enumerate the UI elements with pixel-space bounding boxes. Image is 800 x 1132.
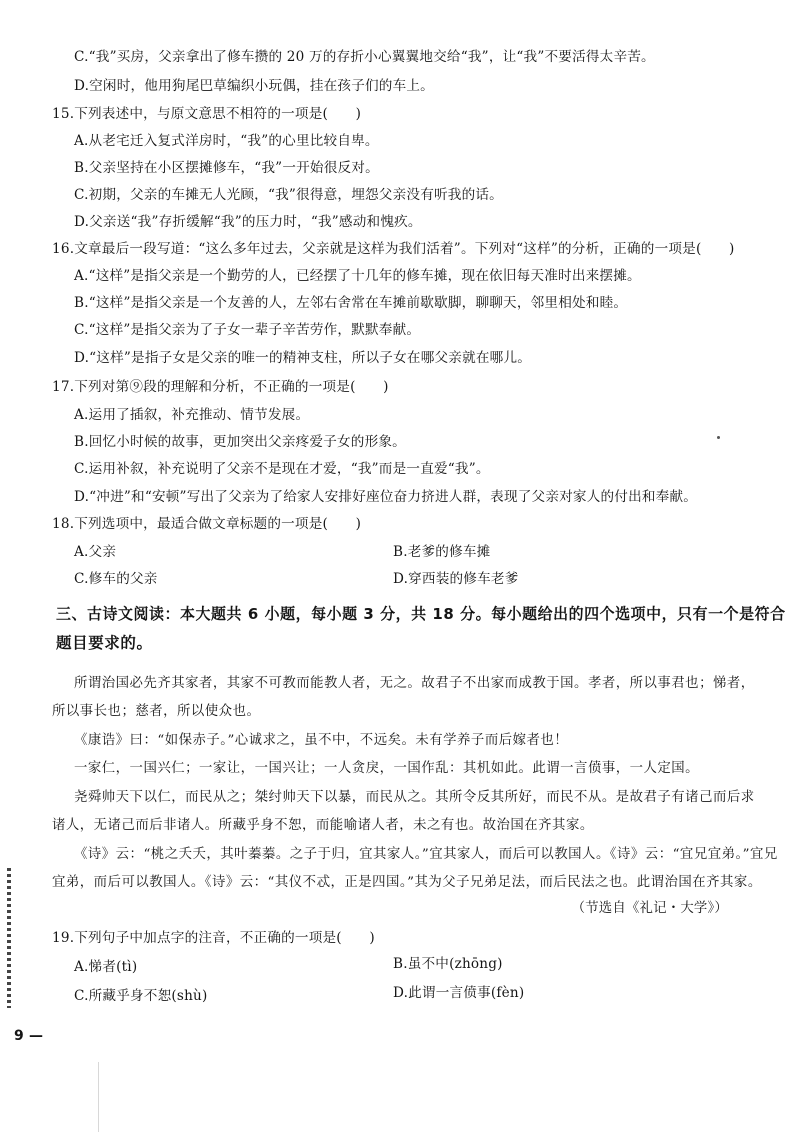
q18-option-c: C.修车的父亲 <box>74 571 158 587</box>
q18-option-a: A.父亲 <box>74 544 117 560</box>
q15-option-c: C.初期，父亲的车摊无人光顾，“我”很得意，埋怨父亲没有听我的话。 <box>74 187 503 203</box>
question-18: 18.下列选项中，最适合做文章标题的一项是( ) <box>52 516 362 532</box>
q16-option-a: A.“这样”是指父亲是一个勤劳的人，已经摆了十几年的修车摊，现在依旧每天准时出来摆摊。 <box>74 268 641 284</box>
passage-para-4: 尧舜帅天下以仁，而民从之；桀纣帅天下以暴，而民从之。其所令反其所好，而民不从。是故君子有诸己而后求 <box>74 790 755 805</box>
q14-option-c: C.“我”买房，父亲拿出了修车攒的 20 万的存折小心翼翼地交给“我”，让“我”不要活得太辛苦。 <box>74 49 655 65</box>
q19-option-b: B.虽不中(zhōng) <box>393 956 503 972</box>
q17-option-a: A.运用了插叙，补充推动、情节发展。 <box>74 407 310 423</box>
passage-para-1-cont: 所以事长也；慈者，所以使众也。 <box>52 704 261 719</box>
q16-option-d: D.“这样”是指子女是父亲的唯一的精神支柱，所以子女在哪父亲就在哪儿。 <box>74 350 532 366</box>
passage-source: （节选自《礼记・大学》） <box>571 901 728 916</box>
q18-option-d: D.穿西装的修车老爹 <box>393 571 519 587</box>
q16-option-c: C.“这样”是指父亲为了子女一辈子辛苦劳作，默默奉献。 <box>74 322 421 338</box>
passage-para-5-cont: 宜弟，而后可以教国人。《诗》云：“其仪不忒，正是四国。”其为父子兄弟足法，而后民法之也。此谓治国在齐其家。 <box>52 875 762 890</box>
q15-option-a: A.从老宅迁入复式洋房时，“我”的心里比较自卑。 <box>74 133 379 149</box>
q19-option-a: A.悌者(tì) <box>74 959 138 975</box>
page-number: 9 — <box>14 1028 44 1044</box>
q19-option-c: C.所藏乎身不恕(shù) <box>74 988 208 1004</box>
q14-option-d: D.空闲时，他用狗尾巴草编织小玩偶，挂在孩子们的车上。 <box>74 78 434 94</box>
q18-option-b: B.老爹的修车摊 <box>393 544 491 560</box>
question-19: 19.下列句子中加点字的注音，不正确的一项是( ) <box>52 930 375 946</box>
q17-option-b: B.回忆小时候的故事，更加突出父亲疼爱子女的形象。 <box>74 434 406 450</box>
q19-option-d: D.此谓一言偾事(fèn) <box>393 985 525 1001</box>
section-3-heading-cont: 题目要求的。 <box>56 634 153 652</box>
q16-option-b: B.“这样”是指父亲是一个友善的人，左邻右舍常在车摊前歇歇脚，聊聊天，邻里相处和睦。 <box>74 295 628 311</box>
question-17: 17.下列对第⑨段的理解和分析，不正确的一项是( ) <box>52 379 389 395</box>
scan-speck <box>717 436 720 439</box>
passage-para-1: 所谓治国必先齐其家者，其家不可教而能教人者，无之。故君子不出家而成教于国。孝者，所以事君也；悌者， <box>74 676 755 691</box>
section-3-heading: 三、古诗文阅读：本大题共 6 小题，每小题 3 分，共 18 分。每小题给出的四个选项中，只有一个是符合 <box>56 605 786 623</box>
passage-para-2: 《康诰》曰：“如保赤子。”心诚求之，虽不中，不远矣。未有学养子而后嫁者也！ <box>74 733 569 748</box>
q15-option-d: D.父亲送“我”存折缓解“我”的压力时，“我”感动和愧疚。 <box>74 214 422 230</box>
passage-para-5: 《诗》云：“桃之夭夭，其叶蓁蓁。之子于归，宜其家人。”宜其家人，而后可以教国人。《诗》云：“宜兄宜弟。”宜兄 <box>74 847 778 862</box>
q15-option-b: B.父亲坚持在小区摆摊修车，“我”一开始很反对。 <box>74 160 379 176</box>
q17-option-d: D.“冲进”和“安顿”写出了父亲为了给家人安排好座位奋力挤进人群，表现了父亲对家人的付出和奉献。 <box>74 489 698 505</box>
passage-para-3: 一家仁，一国兴仁；一家让，一国兴让；一人贪戾，一国作乱：其机如此。此谓一言偾事，一人定国。 <box>74 761 700 776</box>
scan-artifact-line <box>98 1062 99 1132</box>
question-15: 15.下列表述中，与原文意思不相符的一项是( ) <box>52 106 362 122</box>
binding-margin-dots <box>7 868 11 1008</box>
q17-option-c: C.运用补叙，补充说明了父亲不是现在才爱，“我”而是一直爱“我”。 <box>74 461 490 477</box>
question-16: 16.文章最后一段写道：“这么多年过去，父亲就是这样为我们活着”。下列对“这样”的分析，正确的一项是( ) <box>52 241 735 257</box>
passage-para-4-cont: 诸人，无诸己而后非诸人。所藏乎身不恕，而能喻诸人者，未之有也。故治国在齐其家。 <box>52 818 594 833</box>
